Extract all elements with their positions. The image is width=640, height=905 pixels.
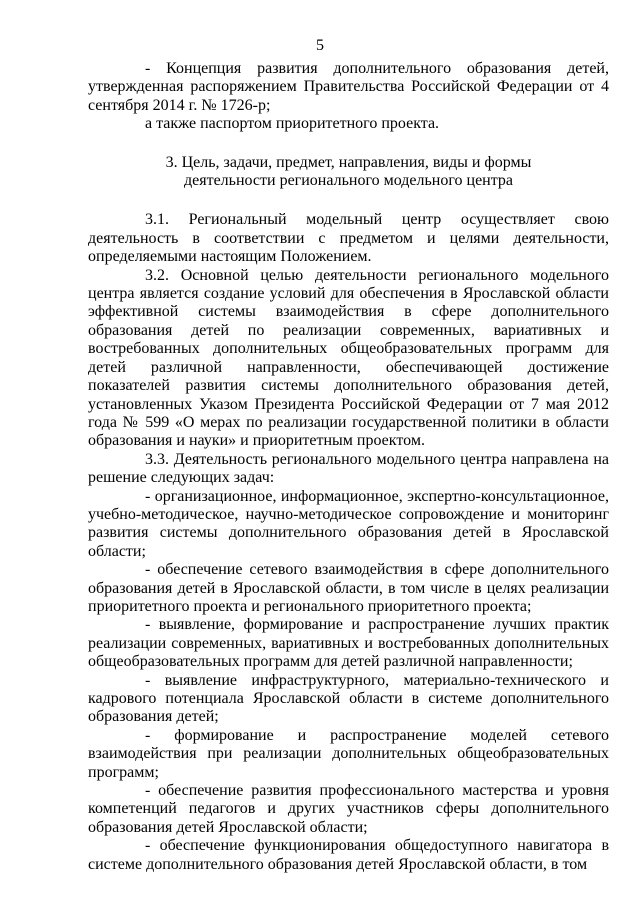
paragraph: - Концепция развития дополнительного образования детей, утвержденная распоряжением Правительства Российской Федерации от 4 сентября 2014 г. № 1726-р; bbox=[88, 60, 609, 114]
list-item: - выявление инфраструктурного, материально-технического и кадрового потенциала Ярославской области в системе дополнительного образования детей; bbox=[88, 671, 609, 726]
list-item: - обеспечение функционирования общедоступного навигатора в системе дополнительного образования детей Ярославской области, в том bbox=[88, 837, 609, 873]
paragraph: 3.3. Деятельность регионального модельного центра направлена на решение следующих задач: bbox=[88, 450, 609, 487]
paragraph: а также паспортом приоритетного проекта. bbox=[145, 115, 440, 133]
document-body bbox=[88, 60, 609, 874]
page-number: 5 bbox=[316, 37, 324, 54]
paragraph: 3.1. Региональный модельный центр осуществляет свою деятельность в соответствии с предметом и целями деятельности, определяемыми настоящим Положением. bbox=[88, 211, 609, 266]
list-item: - организационное, информационное, экспертно-консультационное, учебно-методическое, научно-методическое сопровождение и мониторинг развития системы дополнительного образования детей в Ярославской области; bbox=[88, 487, 609, 560]
section-heading: 3. Цель, задачи, предмет, направления, виды и формы деятельности регионального модельного центра bbox=[165, 153, 532, 190]
list-item: - выявление, формирование и распространение лучших практик реализации современных, вариативных и востребованных дополнительных общеобразовательных программ для детей различной направленности; bbox=[88, 616, 609, 671]
list-item: - формирование и распространение моделей сетевого взаимодействия при реализации дополнительных общеобразовательных программ; bbox=[88, 726, 609, 781]
paragraph: 3.2. Основной целью деятельности регионального модельного центра является создание условий для обеспечения в Ярославской области эффективной системы взаимодействия в сфере дополнительного образования детей по реализации современных, вариативных и востребованных дополнительных общеобразовательных программ для детей различной направленности, обеспечивающей достижение показателей развития системы дополнительного образования детей, установленных Указом Президента Российской Федерации от 7 мая 2012 года № 599 «О мерах по реализации государственной политики в области образования и науки» и приоритетным проектом. bbox=[88, 266, 609, 450]
list-item: - обеспечение сетевого взаимодействия в сфере дополнительного образования детей в Ярославской области, в том числе в целях реализации приоритетного проекта и регионального приоритетного проекта; bbox=[88, 561, 609, 615]
list-item: - обеспечение развития профессионального мастерства и уровня компетенций педагогов и других участников сферы дополнительного образования детей Ярославской области; bbox=[88, 782, 609, 836]
